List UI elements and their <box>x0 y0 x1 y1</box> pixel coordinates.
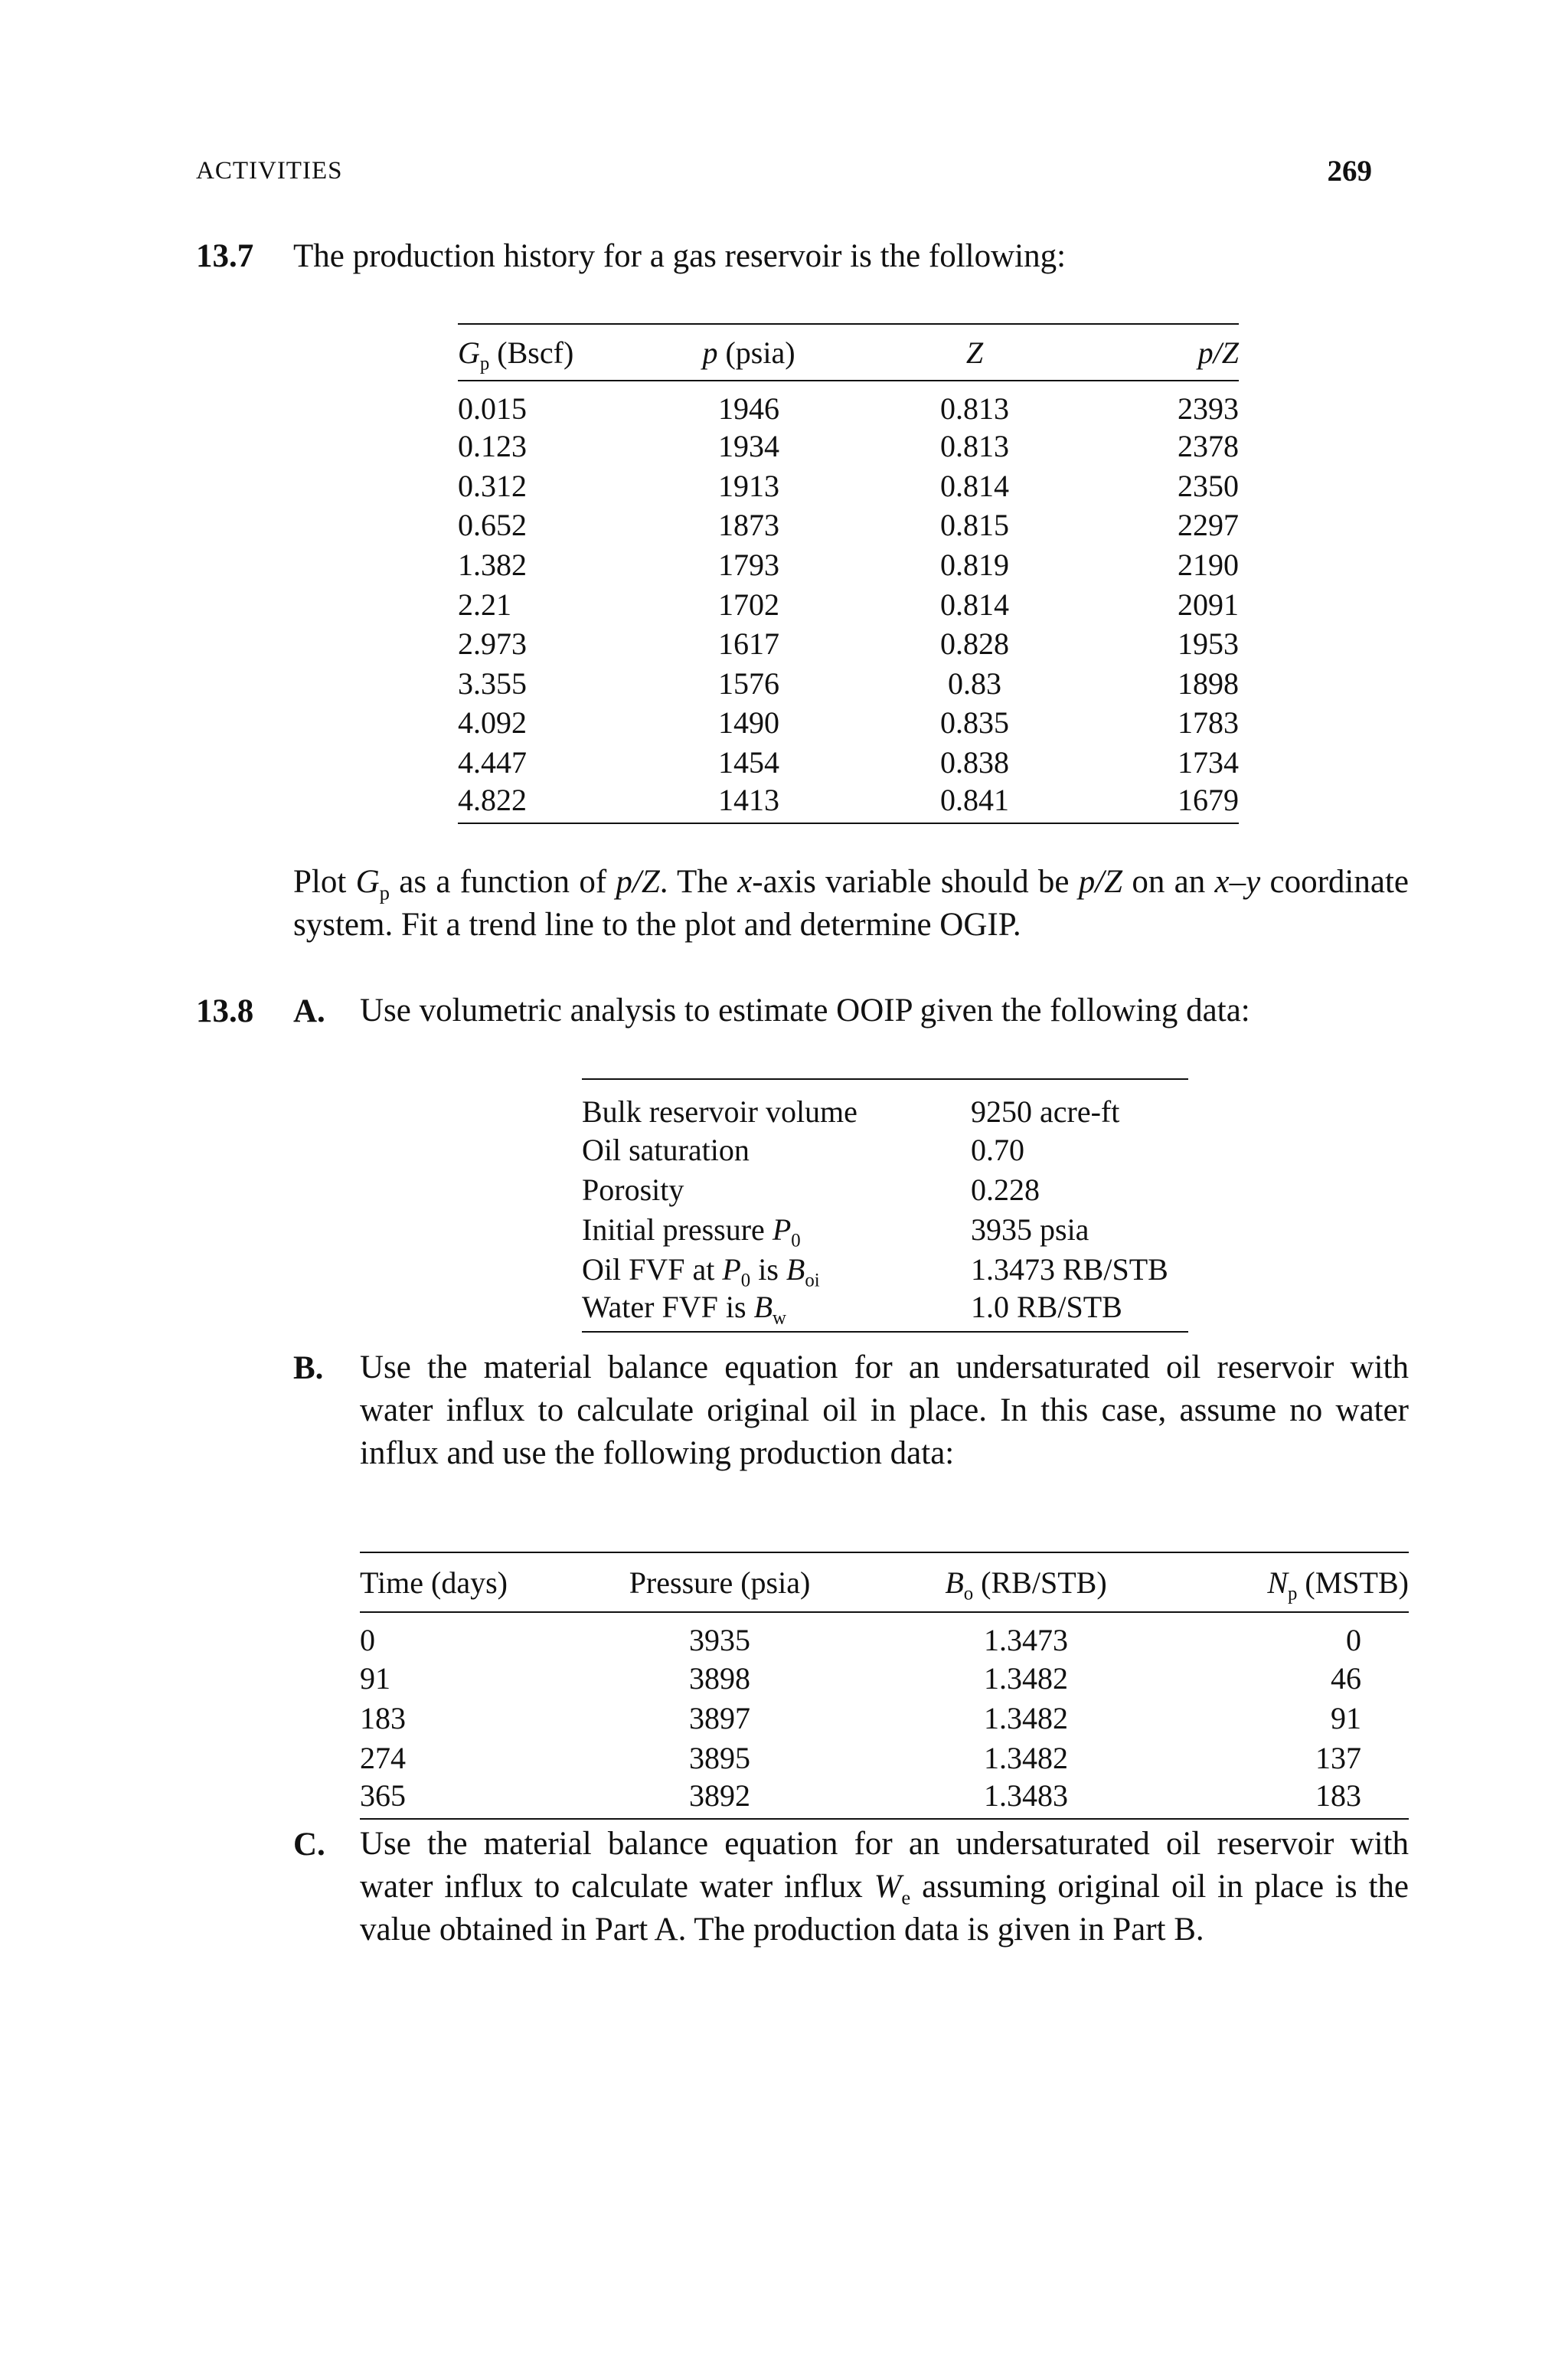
table-row: 274 3895 1.3482 137 <box>360 1740 1361 1775</box>
table-row: 2.21 1702 0.814 2091 <box>458 587 1239 622</box>
table-row: 2.973 1617 0.828 1953 <box>458 626 1239 662</box>
part-a-label: A. <box>293 993 325 1029</box>
table-row: Porosity 0.228 <box>582 1172 1040 1207</box>
col-pressure: Pressure (psia) <box>574 1552 865 1612</box>
table-row: Initial pressure $P_0$ 3935 psia <box>582 1212 1089 1251</box>
col-gp: $G_p$ (Bscf) <box>458 324 649 381</box>
table-row: Oil FVF at $P_0$ is $B_{oi}$ 1.3473 RB/STB <box>582 1251 1168 1291</box>
table-row: 0 3935 1.3473 0 <box>360 1623 1361 1657</box>
table-row: 183 3897 1.3482 91 <box>360 1700 1361 1735</box>
table-row: 0.312 1913 0.814 2350 <box>458 468 1239 503</box>
table-row: 0.652 1873 0.815 2297 <box>458 508 1239 543</box>
oil-production-table <box>360 1552 1409 1820</box>
col-time: Time (days) <box>360 1552 574 1612</box>
reservoir-data-table <box>582 1078 1188 1333</box>
part-c-label: C. <box>293 1827 325 1863</box>
problem-13-7-instruction: Plot $G_p$ as a function of p/Z. The x-axis variable should be p/Z on an x–y coordinate system. Fit a trend line to the plot and determine OGIP. <box>293 864 1409 943</box>
gas-production-table <box>458 323 1239 824</box>
problem-13-7-number: 13.7 <box>196 238 254 274</box>
running-head <box>196 157 1372 195</box>
col-p-over-z: p/Z <box>1070 324 1239 381</box>
table-row: Bulk reservoir volume 9250 acre-ft <box>582 1094 1120 1129</box>
col-z: Z <box>848 324 1070 381</box>
col-np: $N_p$ (MSTB) <box>1187 1552 1409 1612</box>
table-row: 4.092 1490 0.835 1783 <box>458 705 1239 741</box>
part-b-text: Use the material balance equation for an undersaturated oil reservoir with water influx to calculate original oil in place. In this case, assume no water influx and use the following production data: <box>360 1349 1409 1471</box>
table-header-row <box>458 324 1239 381</box>
part-c-text: Use the material balance equation for an undersaturated oil reservoir with water influx to calculate water influx $W_e$ assuming original oil in place is the value obtained in Part A. The production data is given in Part B. <box>360 1826 1410 1948</box>
table-row: 1.382 1793 0.819 2190 <box>458 548 1239 583</box>
problem-13-7-intro: The production history for a gas reservoir is the following: <box>293 238 1067 274</box>
page-number: 269 <box>1327 155 1372 188</box>
table-row: 4.822 1413 0.841 1679 <box>458 783 1239 818</box>
problem-13-8-number: 13.8 <box>196 993 254 1029</box>
table-row: 0.123 1934 0.813 2378 <box>458 429 1239 464</box>
table-header-row <box>360 1552 1409 1612</box>
part-a-text: Use volumetric analysis to estimate OOIP given the following data: <box>360 993 1250 1029</box>
table-row: 3.355 1576 0.83 1898 <box>458 666 1239 701</box>
table-row: Oil saturation 0.70 <box>582 1132 1024 1167</box>
table-row: 91 3898 1.3482 46 <box>360 1660 1361 1696</box>
col-bo: $B_o$ (RB/STB) <box>865 1552 1187 1612</box>
table-row: 0.015 1946 0.813 2393 <box>458 391 1239 426</box>
table-row: Water FVF is $B_w$ 1.0 RB/STB <box>582 1290 1122 1329</box>
col-pressure: p (psia) <box>649 324 848 381</box>
table-row: 365 3892 1.3483 183 <box>360 1778 1361 1813</box>
part-b-label: B. <box>293 1350 324 1386</box>
table-row: 4.447 1454 0.838 1734 <box>458 745 1239 780</box>
section-title: ACTIVITIES <box>196 157 343 185</box>
